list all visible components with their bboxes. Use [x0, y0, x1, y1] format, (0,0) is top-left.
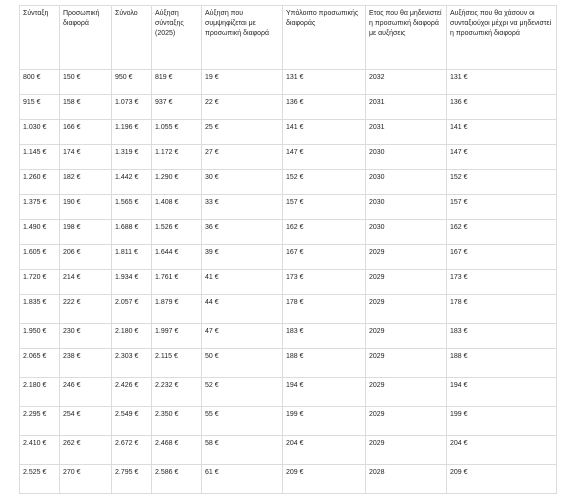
cell-remaining-difference: 194 € [283, 378, 366, 407]
cell-offset-increase: 52 € [202, 378, 283, 407]
table-row [20, 70, 557, 95]
pension-table [19, 5, 557, 494]
cell-remaining-difference: 162 € [283, 220, 366, 245]
cell-pension-increase: 1.761 € [152, 270, 202, 295]
cell-remaining-difference: 136 € [283, 95, 366, 120]
cell-pension: 2.065 € [20, 349, 60, 378]
cell-pension-increase: 1.644 € [152, 245, 202, 270]
cell-zero-year: 2032 [366, 70, 447, 95]
table-row [20, 245, 557, 270]
cell-offset-increase: 58 € [202, 436, 283, 465]
table-row [20, 295, 557, 324]
table-row [20, 270, 557, 295]
cell-personal-difference: 214 € [60, 270, 112, 295]
cell-offset-increase: 27 € [202, 145, 283, 170]
header-pension: Σύνταξη [20, 6, 60, 70]
cell-lost-increases: 194 € [447, 378, 557, 407]
cell-pension-increase: 1.408 € [152, 195, 202, 220]
table-body [20, 70, 557, 494]
cell-pension: 1.835 € [20, 295, 60, 324]
cell-zero-year: 2030 [366, 195, 447, 220]
cell-pension-increase: 2.350 € [152, 407, 202, 436]
table-row [20, 324, 557, 349]
cell-zero-year: 2030 [366, 145, 447, 170]
cell-remaining-difference: 131 € [283, 70, 366, 95]
cell-personal-difference: 158 € [60, 95, 112, 120]
cell-lost-increases: 147 € [447, 145, 557, 170]
cell-pension: 1.605 € [20, 245, 60, 270]
cell-pension: 2.410 € [20, 436, 60, 465]
cell-zero-year: 2029 [366, 245, 447, 270]
cell-pension-increase: 2.586 € [152, 465, 202, 494]
cell-pension: 2.525 € [20, 465, 60, 494]
cell-pension-increase: 1.172 € [152, 145, 202, 170]
cell-remaining-difference: 204 € [283, 436, 366, 465]
cell-pension-increase: 2.232 € [152, 378, 202, 407]
cell-lost-increases: 199 € [447, 407, 557, 436]
cell-offset-increase: 30 € [202, 170, 283, 195]
cell-personal-difference: 270 € [60, 465, 112, 494]
cell-offset-increase: 55 € [202, 407, 283, 436]
cell-personal-difference: 222 € [60, 295, 112, 324]
cell-zero-year: 2031 [366, 95, 447, 120]
cell-personal-difference: 262 € [60, 436, 112, 465]
cell-pension-increase: 1.879 € [152, 295, 202, 324]
cell-pension-increase: 1.526 € [152, 220, 202, 245]
cell-pension-increase: 1.055 € [152, 120, 202, 145]
cell-pension-increase: 1.997 € [152, 324, 202, 349]
cell-lost-increases: 157 € [447, 195, 557, 220]
cell-lost-increases: 162 € [447, 220, 557, 245]
cell-lost-increases: 152 € [447, 170, 557, 195]
cell-offset-increase: 47 € [202, 324, 283, 349]
cell-total: 2.057 € [112, 295, 152, 324]
cell-offset-increase: 22 € [202, 95, 283, 120]
cell-pension-increase: 2.468 € [152, 436, 202, 465]
cell-pension-increase: 1.290 € [152, 170, 202, 195]
cell-personal-difference: 238 € [60, 349, 112, 378]
cell-total: 1.565 € [112, 195, 152, 220]
cell-pension: 800 € [20, 70, 60, 95]
header-row [20, 6, 557, 70]
cell-remaining-difference: 147 € [283, 145, 366, 170]
cell-lost-increases: 131 € [447, 70, 557, 95]
cell-lost-increases: 183 € [447, 324, 557, 349]
cell-personal-difference: 206 € [60, 245, 112, 270]
cell-total: 1.319 € [112, 145, 152, 170]
cell-total: 2.303 € [112, 349, 152, 378]
cell-total: 1.196 € [112, 120, 152, 145]
cell-pension-increase: 937 € [152, 95, 202, 120]
cell-personal-difference: 190 € [60, 195, 112, 220]
cell-pension: 1.490 € [20, 220, 60, 245]
cell-pension: 2.295 € [20, 407, 60, 436]
cell-remaining-difference: 173 € [283, 270, 366, 295]
cell-pension: 1.720 € [20, 270, 60, 295]
cell-total: 1.688 € [112, 220, 152, 245]
cell-pension: 1.950 € [20, 324, 60, 349]
table-row [20, 465, 557, 494]
cell-offset-increase: 19 € [202, 70, 283, 95]
cell-zero-year: 2029 [366, 295, 447, 324]
cell-personal-difference: 174 € [60, 145, 112, 170]
table-header [20, 6, 557, 70]
table-row [20, 378, 557, 407]
cell-total: 1.442 € [112, 170, 152, 195]
cell-personal-difference: 254 € [60, 407, 112, 436]
cell-personal-difference: 198 € [60, 220, 112, 245]
cell-personal-difference: 230 € [60, 324, 112, 349]
header-pension-increase-2025: Αύξηση σύνταξης (2025) [152, 6, 202, 70]
cell-total: 2.795 € [112, 465, 152, 494]
header-total: Σύνολο [112, 6, 152, 70]
cell-remaining-difference: 199 € [283, 407, 366, 436]
cell-personal-difference: 150 € [60, 70, 112, 95]
cell-total: 1.811 € [112, 245, 152, 270]
table-row [20, 120, 557, 145]
cell-lost-increases: 209 € [447, 465, 557, 494]
cell-lost-increases: 204 € [447, 436, 557, 465]
cell-total: 950 € [112, 70, 152, 95]
table-row [20, 220, 557, 245]
cell-offset-increase: 61 € [202, 465, 283, 494]
cell-remaining-difference: 141 € [283, 120, 366, 145]
cell-remaining-difference: 178 € [283, 295, 366, 324]
cell-pension-increase: 819 € [152, 70, 202, 95]
cell-remaining-difference: 183 € [283, 324, 366, 349]
cell-zero-year: 2030 [366, 170, 447, 195]
cell-pension-increase: 2.115 € [152, 349, 202, 378]
cell-lost-increases: 167 € [447, 245, 557, 270]
cell-zero-year: 2029 [366, 270, 447, 295]
cell-pension: 915 € [20, 95, 60, 120]
cell-offset-increase: 50 € [202, 349, 283, 378]
cell-total: 1.073 € [112, 95, 152, 120]
cell-total: 2.549 € [112, 407, 152, 436]
cell-offset-increase: 25 € [202, 120, 283, 145]
cell-zero-year: 2029 [366, 407, 447, 436]
header-offset-increase: Αύξηση που συμψηφίζεται με προσωπική διαφορά [202, 6, 283, 70]
cell-personal-difference: 246 € [60, 378, 112, 407]
cell-total: 2.426 € [112, 378, 152, 407]
cell-pension: 1.260 € [20, 170, 60, 195]
cell-pension: 1.030 € [20, 120, 60, 145]
table-row [20, 170, 557, 195]
cell-remaining-difference: 152 € [283, 170, 366, 195]
cell-zero-year: 2028 [366, 465, 447, 494]
cell-offset-increase: 41 € [202, 270, 283, 295]
cell-lost-increases: 173 € [447, 270, 557, 295]
header-lost-increases: Αυξήσεις που θα χάσουν οι συνταξιούχοι μέχρι να μηδενιστεί η προσωπική διαφορά [447, 6, 557, 70]
cell-offset-increase: 44 € [202, 295, 283, 324]
table-row [20, 145, 557, 170]
table-row [20, 195, 557, 220]
cell-zero-year: 2029 [366, 349, 447, 378]
cell-zero-year: 2031 [366, 120, 447, 145]
cell-remaining-difference: 209 € [283, 465, 366, 494]
cell-offset-increase: 39 € [202, 245, 283, 270]
cell-remaining-difference: 167 € [283, 245, 366, 270]
cell-lost-increases: 141 € [447, 120, 557, 145]
cell-pension: 2.180 € [20, 378, 60, 407]
table-row [20, 349, 557, 378]
cell-zero-year: 2029 [366, 436, 447, 465]
cell-personal-difference: 182 € [60, 170, 112, 195]
cell-zero-year: 2030 [366, 220, 447, 245]
cell-total: 2.180 € [112, 324, 152, 349]
table-row [20, 407, 557, 436]
header-personal-difference: Προσωπική διαφορά [60, 6, 112, 70]
cell-offset-increase: 33 € [202, 195, 283, 220]
header-remaining-difference: Υπόλοιπο προσωπικής διαφοράς [283, 6, 366, 70]
cell-zero-year: 2029 [366, 378, 447, 407]
cell-pension: 1.145 € [20, 145, 60, 170]
table-row [20, 95, 557, 120]
table-row [20, 436, 557, 465]
cell-pension: 1.375 € [20, 195, 60, 220]
cell-remaining-difference: 157 € [283, 195, 366, 220]
cell-personal-difference: 166 € [60, 120, 112, 145]
header-zero-year: Ετος που θα μηδενιστεί η προσωπική διαφορά με αυξήσεις [366, 6, 447, 70]
cell-remaining-difference: 188 € [283, 349, 366, 378]
cell-total: 1.934 € [112, 270, 152, 295]
cell-lost-increases: 188 € [447, 349, 557, 378]
cell-lost-increases: 178 € [447, 295, 557, 324]
cell-total: 2.672 € [112, 436, 152, 465]
cell-lost-increases: 136 € [447, 95, 557, 120]
cell-offset-increase: 36 € [202, 220, 283, 245]
cell-zero-year: 2029 [366, 324, 447, 349]
